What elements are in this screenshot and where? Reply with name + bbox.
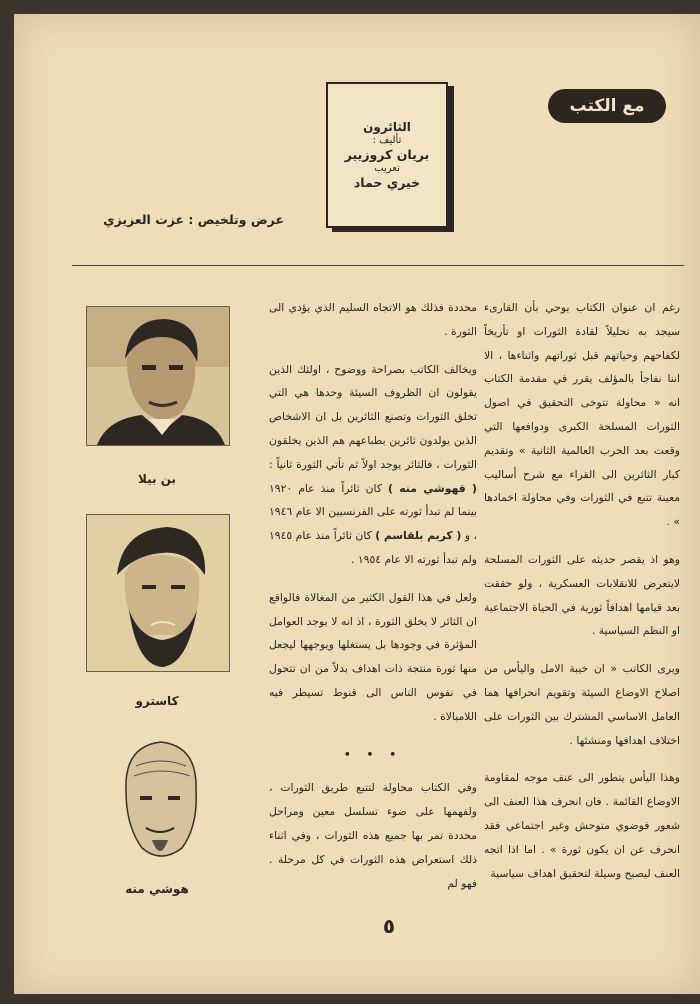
article-paragraph: وهو اذ يقصر حديثه على الثورات المسلحة لايتعرض للانقلابات العسكرية ، ولو حققت بعد قيامها اهدافاً ثورية في الحياة الاجتماعية او النظم السياسية . xyxy=(484,552,680,638)
article-paragraph xyxy=(269,358,477,572)
translator-label: تعريب xyxy=(374,163,400,174)
portrait-caption: كاسترو xyxy=(135,694,179,708)
article-paragraph: ويرى الكاتب « ان خيبة الامل واليأس من اصلاح الاوضاع السيئة وتقويم انحرافها هما العامل الاساسي المشترك بين الثورات على اختلاف اهدافها ومنشئها . xyxy=(484,662,680,747)
book-cover xyxy=(326,82,448,228)
portrait-caption: بن بيلا xyxy=(138,472,176,486)
magazine-page xyxy=(14,14,700,994)
page-number: ٥ xyxy=(382,914,396,938)
article-column-middle xyxy=(269,296,477,909)
portrait-image xyxy=(86,306,230,446)
article-paragraph: رغم ان عنوان الكتاب يوحي بأن القارىء سيجد به تحليلاً لقادة الثورات او تأريخاً لكفاحهم وحياتهم قبل ثوراتهم واثناءها ، الا اننا نفاجأ بالمؤلف يقرر في مقدمة الكتاب انه « محاولة تتوخى التحقيق في اصول الثورات المسلحة الكبرى ودوافعها التي وقعت بعد الحرب العالمية الثانية » وتقديم كبار الثائرين الى القراء مع شرح أساليب معينة تتبع في الثورات وفي محاولة اخمادها » . xyxy=(484,301,680,529)
paragraph-text: كان ثائراً منذ عام ١٩٢٠ بينما لم تبدأ ثورته على الفرنسيين الا عام ١٩٤٦ ، و xyxy=(269,481,477,543)
reviewer-credit: عرض وتلخيص : عزت العزيزي xyxy=(103,212,284,227)
portrait-caption: هوشي منه xyxy=(125,882,189,896)
article-column-right xyxy=(484,296,680,899)
author-label: تأليف : xyxy=(372,135,402,146)
book-title: الثائرون xyxy=(363,120,411,134)
article-paragraph: ولعل في هذا القول الكثير من المغالاة فالواقع ان الثائر لا يخلق الثورة ، اذ انه لا يوجد العوامل المؤثرة في وجودها بل يستغلها ويوجهها ليجعل منها ثورة منتجة ذات اهداف بدلاً من ان تتحول في نفوس الناس الى قنوط تسيطر فيه اللامبالاة . xyxy=(269,590,477,723)
portrait-image xyxy=(106,736,214,868)
portrait-image xyxy=(86,514,230,672)
name-highlight: ( قهوشي منه ) xyxy=(387,481,477,495)
name-highlight: ( كريم بلقاسم ) xyxy=(375,529,462,543)
book-author: بريان كروزيير xyxy=(344,147,430,162)
article-paragraph: وفي الكتاب محاولة لتتبع طريق الثورات ، ولفهمها على ضوء تسلسل معين ومراحل محددة تمر بها جميع هذه الثورات ، وفي اثناء ذلك استعراض هذه الثورات في كل مرحلة . فهو لم xyxy=(269,781,477,890)
paragraph-text: ويخالف الكاتب بصراحة ووضوح ، اولئك الذين يقولون ان الظروف السيئة وحدها هي التي تخلق الثورات وتصنع الثائرين بل ان الاشخاص الذين يولدون ثائرين بطباعهم هم الذين يخلقون الثورات ، فالثائر يوجد اولاً ثم تأتي الثورة ثانياً : xyxy=(269,362,477,471)
header-divider xyxy=(72,265,684,266)
article-paragraph: وهذا اليأس يتطور الى عنف موجه لمقاومة الاوضاع القائمة . فان انحرف هذا العنف الى شعور فوضوي متوحش وغير اجتماعي فقد انحرف عن ان يكون ثورة » . اما اذا اتجه العنف ليصبح وسيلة لتحقيق اهداف سياسية xyxy=(484,771,680,880)
section-separator: • • • xyxy=(343,747,403,761)
section-badge: مع الكتب xyxy=(548,89,666,123)
paragraph-text: كان ثائراً منذ عام ١٩٤٥ ولم تبدأ ثورته الا عام ١٩٥٤ . xyxy=(269,529,477,566)
book-translator: خيري حماد xyxy=(353,175,421,190)
article-paragraph: محددة فذلك هو الاتجاه السليم الذي يؤدي الى الثورة . xyxy=(269,301,477,338)
